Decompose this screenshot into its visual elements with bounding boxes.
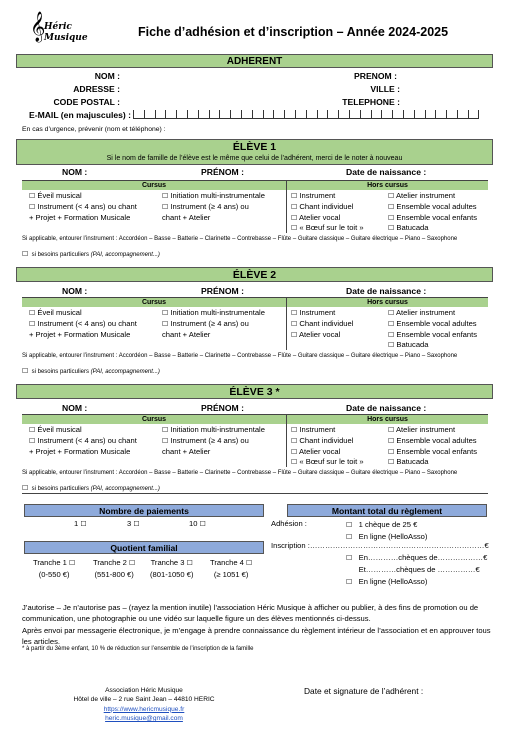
option-chant[interactable]: ☐ Chant individuel — [291, 318, 354, 328]
logo-line1: Héric — [44, 22, 72, 32]
checkbox-icon: ☐ — [29, 436, 36, 445]
checkbox-icon: ☐ — [186, 559, 193, 567]
adherent-code-postal-label: CODE POSTAL : — [53, 97, 120, 107]
eleve2-hors-right — [388, 308, 477, 351]
checkbox-icon: ☐ — [22, 250, 29, 258]
option-initiation[interactable]: ☐ Initiation multi-instrumentale — [162, 425, 265, 434]
option-boeuf[interactable]: ☐ « Bœuf sur le toit » — [291, 457, 364, 467]
option-instrument[interactable]: ☐ Instrument — [291, 308, 336, 317]
checkbox-icon: ☐ — [291, 436, 298, 445]
eleve2-cursus-left — [29, 308, 137, 340]
eleve3-nom-label: NOM : — [62, 403, 88, 413]
option-cheques-2[interactable]: Et…………chèques de ……………€ — [358, 565, 480, 574]
checkbox-icon: ☐ — [388, 309, 395, 317]
checkbox-icon: ☐ — [22, 484, 29, 492]
option-instrument-moins-4-cont: + Projet + Formation Musicale — [29, 446, 131, 456]
option-instrument-plus-4-cont: chant + Atelier — [162, 446, 211, 456]
checkbox-icon: ☐ — [346, 521, 353, 529]
checkbox-icon: ☐ — [29, 202, 36, 211]
adherent-adresse-label: ADRESSE : — [73, 84, 120, 94]
eleve2-date-label: Date de naissance : — [346, 286, 427, 296]
adhesion-label: Adhésion : — [271, 519, 307, 528]
adherent-ville-label: VILLE : — [370, 84, 400, 94]
option-instrument-plus-4[interactable]: ☐ Instrument (≥ 4 ans) ou — [162, 318, 249, 328]
signature-label: Date et signature de l’adhérent : — [304, 686, 424, 696]
eleve1-date-label: Date de naissance : — [346, 167, 427, 177]
option-chant[interactable]: ☐ Chant individuel — [291, 201, 354, 211]
option-batucada[interactable]: ☐ Batucada — [388, 457, 429, 467]
checkbox-icon: ☐ — [388, 447, 395, 456]
checkbox-icon: ☐ — [388, 192, 395, 200]
adherent-nom-label: NOM : — [94, 71, 120, 81]
option-helloasso-adhesion[interactable]: ☐ En ligne (HelloAsso) — [346, 532, 428, 541]
checkbox-icon: ☐ — [388, 319, 395, 328]
reglement-text: Après envoi par messagerie électronique, je m’engage à prendre connaissance du règlement intérieur de l’association et en approuver tous les articles. — [22, 626, 491, 647]
eleve2-header — [16, 267, 493, 282]
option-ens-vocal-adultes[interactable]: ☐ Ensemble vocal adultes — [388, 435, 477, 445]
option-instrument-moins-4-cont: + Projet + Formation Musicale — [29, 329, 131, 339]
checkbox-icon: ☐ — [133, 520, 140, 528]
checkbox-icon: ☐ — [291, 309, 298, 317]
eleve3-title: ÉLÈVE 3 * — [229, 386, 280, 398]
eleve1-hors-left — [291, 191, 364, 234]
treble-clef-icon: 𝄞 — [30, 12, 46, 42]
option-helloasso-inscription[interactable]: ☐ En ligne (HelloAsso) — [346, 577, 428, 586]
eleve2-hors-left — [291, 308, 353, 340]
quotient-header: Quotient familial — [24, 541, 264, 554]
eleve3-prenom-label: PRÉNOM : — [201, 403, 244, 413]
option-instrument[interactable]: ☐ Instrument — [291, 425, 336, 434]
checkbox-icon: ☐ — [291, 192, 298, 200]
checkbox-icon: ☐ — [388, 213, 395, 222]
paiement-10[interactable]: 10 ☐ — [189, 519, 206, 528]
eleve3-hors-right — [388, 425, 477, 468]
checkbox-icon: ☐ — [162, 436, 169, 445]
checkbox-icon: ☐ — [291, 319, 298, 328]
autorisation-text: J’autorise – Je n’autorise pas – (rayez la mention inutile) l’association Héric Musique à afficher ou publier, à des fins de promotion ou de communication, une photographie ou une vidéo sur laquelle figure un des élèves mentionnés ci-dessus. — [22, 603, 479, 624]
checkbox-icon: ☐ — [291, 224, 298, 233]
checkbox-icon: ☐ — [29, 309, 36, 317]
option-ens-vocal-adultes[interactable]: ☐ Ensemble vocal adultes — [388, 201, 477, 211]
checkbox-icon: ☐ — [162, 309, 169, 317]
checkbox-icon: ☐ — [388, 426, 395, 434]
adhesion-options — [346, 519, 427, 543]
option-instrument-moins-4[interactable]: ☐ Instrument (< 4 ans) ou chant — [29, 318, 137, 328]
checkbox-icon: ☐ — [162, 426, 169, 434]
option-instrument-moins-4[interactable]: ☐ Instrument (< 4 ans) ou chant — [29, 201, 137, 211]
checkbox-icon: ☐ — [29, 319, 36, 328]
footer-name: Association Héric Musique — [105, 687, 183, 694]
eleve1-cursus-right — [162, 191, 265, 223]
eleve3-instrument-note: Si applicable, entourer l’instrument : Accordéon – Basse – Batterie – Clarinette – Contrebasse – Flûte – Guitare classique – Guitare électrique – Piano – Saxophone — [22, 470, 458, 476]
option-batucada[interactable]: ☐ Batucada — [388, 223, 429, 233]
option-eveil[interactable]: ☐ Éveil musical — [29, 425, 82, 434]
eleve1-prenom-label: PRÉNOM : — [201, 167, 244, 177]
checkbox-icon: ☐ — [199, 520, 206, 528]
eleve1-header — [16, 139, 493, 165]
eleve1-instrument-note: Si applicable, entourer l’instrument : Accordéon – Basse – Batterie – Clarinette – Contrebasse – Flûte – Guitare classique – Guitare électrique – Piano – Saxophone — [22, 236, 458, 242]
eleve3-besoins[interactable]: ☐ si besoins particuliers (PAI, accompagnement...) — [22, 484, 160, 492]
adherent-prenom-label: PRENOM : — [354, 71, 397, 81]
checkbox-icon: ☐ — [291, 447, 298, 456]
paiements-header: Nombre de paiements — [24, 504, 264, 517]
checkbox-icon: ☐ — [22, 367, 29, 375]
option-batucada[interactable]: ☐ Batucada — [388, 340, 429, 350]
checkbox-icon: ☐ — [291, 458, 298, 467]
inscription-options — [346, 552, 487, 588]
eleve2-hors-cursus-header: Hors cursus — [287, 298, 488, 307]
tranche-2[interactable]: Tranche 2 ☐ (551-800 €) — [93, 558, 136, 579]
checkbox-icon: ☐ — [291, 426, 298, 434]
eleve2-nom-label: NOM : — [62, 286, 88, 296]
option-cheque-25[interactable]: ☐ 1 chèque de 25 € — [346, 520, 418, 529]
eleve1-besoins[interactable]: ☐ si besoins particuliers (PAI, accompagnement...) — [22, 250, 160, 258]
option-ens-vocal-enfants[interactable]: ☐ Ensemble vocal enfants — [388, 446, 478, 456]
logo-line2: Musique — [44, 33, 88, 43]
option-ens-vocal-adultes[interactable]: ☐ Ensemble vocal adultes — [388, 318, 477, 328]
option-eveil[interactable]: ☐ Éveil musical — [29, 191, 82, 200]
eleve2-cursus-header: Cursus — [22, 298, 286, 307]
email-link[interactable]: heric.musique@gmail.com — [105, 715, 183, 723]
footer-address: Hôtel de ville – 2 rue Saint Jean – 44810 HERIC — [73, 696, 215, 704]
option-instrument-plus-4[interactable]: ☐ Instrument (≥ 4 ans) ou — [162, 435, 249, 445]
website-link[interactable]: https://www.hericmusique.fr — [103, 705, 185, 713]
eleve3-hors-left — [291, 425, 364, 468]
option-chant[interactable]: ☐ Chant individuel — [291, 435, 354, 445]
checkbox-icon: ☐ — [162, 192, 169, 200]
checkbox-icon: ☐ — [346, 554, 353, 562]
eleve1-hors-right — [388, 191, 477, 234]
checkbox-icon: ☐ — [29, 192, 36, 200]
logo — [30, 12, 88, 48]
eleve1-note: Si le nom de famille de l’élève est le même que celui de l’adhérent, merci de le noter à nouveau — [106, 155, 403, 162]
option-initiation[interactable]: ☐ Initiation multi-instrumentale — [162, 308, 265, 317]
tranche-4[interactable]: Tranche 4 ☐ (≥ 1051 €) — [210, 558, 253, 579]
eleve1-title: ÉLÈVE 1 — [232, 141, 277, 153]
montant-header: Montant total du règlement — [287, 504, 487, 517]
eleve1-hors-cursus-header: Hors cursus — [287, 181, 488, 190]
checkbox-icon: ☐ — [346, 578, 353, 586]
option-instrument-moins-4-cont: + Projet + Formation Musicale — [29, 212, 131, 222]
option-initiation[interactable]: ☐ Initiation multi-instrumentale — [162, 191, 265, 200]
eleve3-cursus-right — [162, 425, 265, 457]
checkbox-icon: ☐ — [291, 202, 298, 211]
checkbox-icon: ☐ — [129, 559, 136, 567]
checkbox-icon: ☐ — [291, 330, 298, 339]
option-instrument-moins-4[interactable]: ☐ Instrument (< 4 ans) ou chant — [29, 435, 137, 445]
checkbox-icon: ☐ — [29, 426, 36, 434]
option-instrument[interactable]: ☐ Instrument — [291, 191, 336, 200]
eleve2-prenom-label: PRÉNOM : — [201, 286, 244, 296]
eleve3-date-label: Date de naissance : — [346, 403, 427, 413]
option-atelier-vocal[interactable]: ☐ Atelier vocal — [291, 212, 341, 222]
eleve1-cursus-left — [29, 191, 137, 223]
eleve3-cursus-header: Cursus — [22, 415, 286, 424]
checkbox-icon: ☐ — [388, 341, 395, 350]
eleve3-header — [16, 384, 493, 399]
checkbox-icon: ☐ — [291, 213, 298, 222]
eleve1-cursus-header: Cursus — [22, 181, 286, 190]
tranche-3[interactable]: Tranche 3 ☐ (801-1050 €) — [150, 558, 194, 579]
checkbox-icon: ☐ — [388, 330, 395, 339]
eleve2-instrument-note: Si applicable, entourer l’instrument : Accordéon – Basse – Batterie – Clarinette – Contrebasse – Flûte – Guitare classique – Guitare électrique – Piano – Saxophone — [22, 353, 458, 359]
footnote: * à partir du 3ème enfant, 10 % de réduction sur l’ensemble de l’inscription de la famille — [22, 646, 254, 652]
option-ens-vocal-enfants[interactable]: ☐ Ensemble vocal enfants — [388, 329, 478, 339]
option-boeuf[interactable]: ☐ « Bœuf sur le toit » — [291, 223, 364, 233]
paiement-1[interactable]: 1 ☐ — [74, 519, 87, 528]
option-instrument-plus-4-cont: chant + Atelier — [162, 329, 211, 339]
checkbox-icon: ☐ — [162, 202, 169, 211]
checkbox-icon: ☐ — [346, 533, 353, 541]
checkbox-icon: ☐ — [69, 559, 76, 567]
paiement-3[interactable]: 3 ☐ — [127, 519, 140, 528]
checkbox-icon: ☐ — [80, 520, 87, 528]
checkbox-icon: ☐ — [162, 319, 169, 328]
eleve3-cursus-left — [29, 425, 137, 457]
option-instrument-plus-4-cont: chant + Atelier — [162, 212, 211, 222]
option-instrument-plus-4[interactable]: ☐ Instrument (≥ 4 ans) ou — [162, 201, 249, 211]
eleve2-besoins[interactable]: ☐ si besoins particuliers (PAI, accompagnement...) — [22, 367, 160, 375]
option-atelier-vocal[interactable]: ☐ Atelier vocal — [291, 446, 341, 456]
page-title: Fiche d’adhésion et d’inscription – Année 2024-2025 — [138, 25, 449, 39]
eleve2-title: ÉLÈVE 2 — [232, 269, 277, 281]
option-atelier-vocal[interactable]: ☐ Atelier vocal — [291, 329, 341, 339]
checkbox-icon: ☐ — [246, 559, 253, 567]
option-ens-vocal-enfants[interactable]: ☐ Ensemble vocal enfants — [388, 212, 478, 222]
option-cheques-1[interactable]: ☐ En…………chèques de………………€ — [346, 553, 488, 562]
checkbox-icon: ☐ — [388, 202, 395, 211]
checkbox-icon: ☐ — [388, 458, 395, 467]
option-eveil[interactable]: ☐ Éveil musical — [29, 308, 82, 317]
urgence-label: En cas d’urgence, prévenir (nom et téléphone) : — [22, 126, 166, 133]
adherent-telephone-label: TELEPHONE : — [342, 97, 400, 107]
checkbox-icon: ☐ — [388, 224, 395, 233]
tranche-1[interactable]: Tranche 1 ☐ (0-550 €) — [33, 558, 76, 579]
eleve1-nom-label: NOM : — [62, 167, 88, 177]
option-atelier-instrument[interactable]: ☐ Atelier instrument — [388, 425, 456, 434]
option-atelier-instrument[interactable]: ☐ Atelier instrument — [388, 191, 456, 200]
adherent-header: ADHERENT — [16, 54, 493, 68]
option-atelier-instrument[interactable]: ☐ Atelier instrument — [388, 308, 456, 317]
inscription-field[interactable]: Inscription :……………………………………………………………€ — [271, 541, 489, 550]
footer-contact — [44, 686, 244, 724]
checkbox-icon: ☐ — [388, 436, 395, 445]
email-field[interactable] — [133, 110, 479, 119]
eleve3-hors-cursus-header: Hors cursus — [287, 415, 488, 424]
eleve2-cursus-right — [162, 308, 265, 340]
adherent-email-label: E-MAIL (en majuscules) : — [28, 110, 131, 120]
